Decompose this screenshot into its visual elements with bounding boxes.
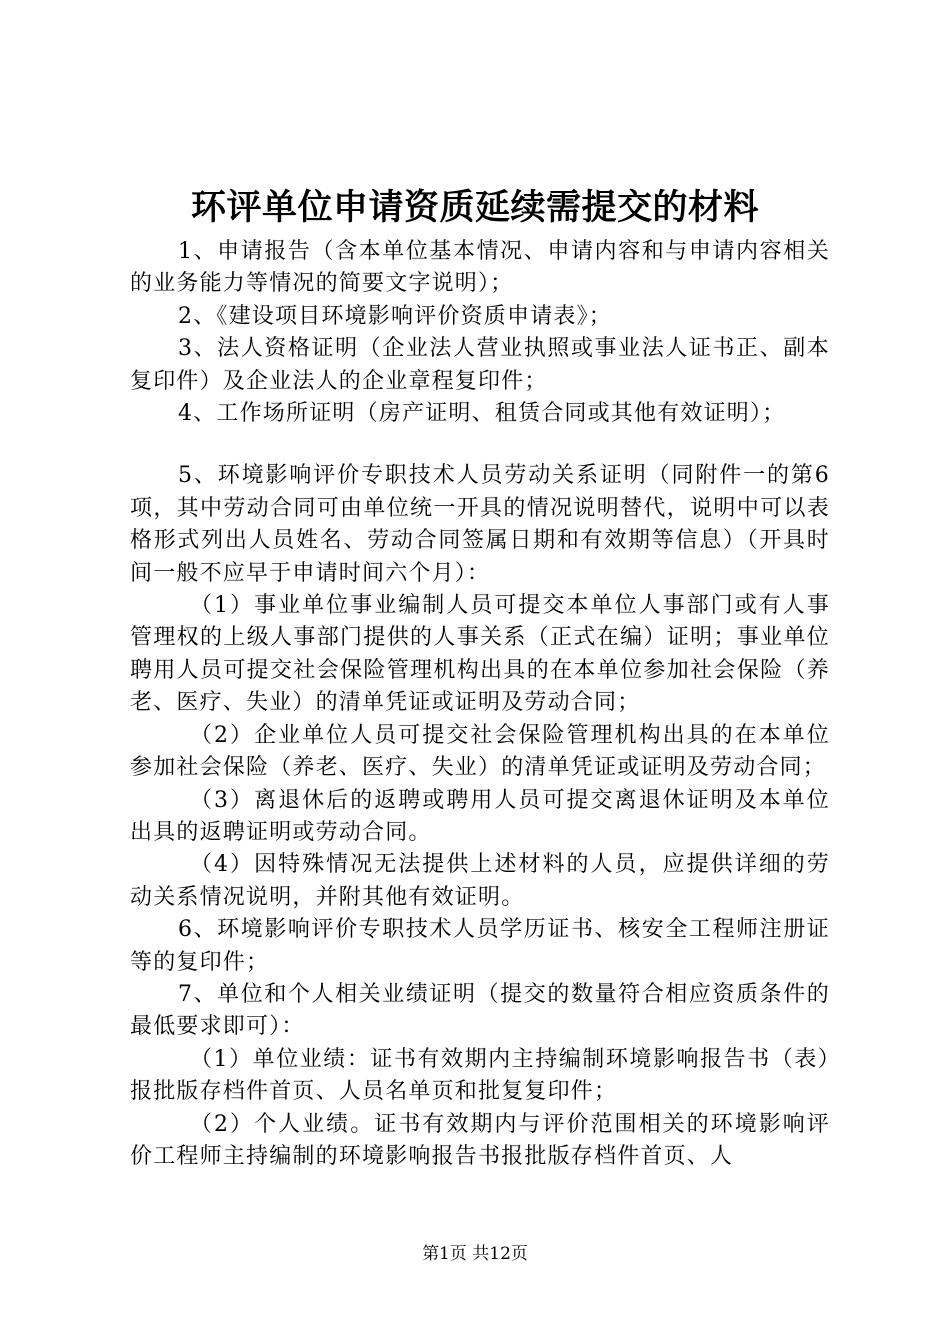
paragraph-7-2: （2）个人业绩。证书有效期内与评价范围相关的环境影响评价工程师主持编制的环境影响报告书报批版存档件首页、人: [130, 1111, 830, 1169]
paragraph-5-1: （1）事业单位事业编制人员可提交本单位人事部门或有人事管理权的上级人事部门提供的人事关系（正式在编）证明；事业单位聘用人员可提交社会保险管理机构出具的在本单位参加社会保险（养老、医疗、失业）的清单凭证或证明及劳动合同；: [130, 593, 830, 716]
document-body: [130, 236, 830, 1173]
paragraph-3: 3、法人资格证明（企业法人营业执照或事业法人证书正、副本复印件）及企业法人的企业章程复印件；: [130, 336, 830, 394]
paragraph-5-3: （3）离退休后的返聘或聘用人员可提交离退休证明及本单位出具的返聘证明或劳动合同。: [130, 787, 830, 845]
paragraph-4: 4、工作场所证明（房产证明、租赁合同或其他有效证明）；: [178, 401, 786, 427]
paragraph-7-1: （1）单位业绩：证书有效期内主持编制环境影响报告书（表）报批版存档件首页、人员名单页和批复复印件；: [130, 1046, 830, 1105]
document-title: 环评单位申请资质延续需提交的材料: [190, 187, 759, 228]
paragraph-5-2: （2）企业单位人员可提交社会保险管理机构出具的在本单位参加社会保险（养老、医疗、失业）的清单凭证或证明及劳动合同；: [130, 722, 830, 781]
paragraph-6: 6、环境影响评价专职技术人员学历证书、核安全工程师注册证等的复印件；: [130, 917, 830, 975]
paragraph-5: 5、环境影响评价专职技术人员劳动关系证明（同附件一的第6项，其中劳动合同可由单位统一开具的情况说明替代，说明中可以表格形式列出人员姓名、劳动合同签属日期和有效期等信息）（开具时间一般不应早于申请时间六个月）：: [130, 463, 830, 586]
paragraph-1: 1、申请报告（含本单位基本情况、申请内容和与申请内容相关的业务能力等情况的简要文字说明）；: [130, 239, 830, 297]
paragraph-7: 7、单位和个人相关业绩证明（提交的数量符合相应资质条件的最低要求即可）：: [130, 981, 830, 1040]
paragraph-5-4: （4）因特殊情况无法提供上述材料的人员，应提供详细的劳动关系情况说明，并附其他有效证明。: [130, 852, 830, 910]
paragraph-2: 2、《建设项目环境影响评价资质申请表》；: [178, 303, 612, 329]
page-number-footer: 第1页 共12页: [422, 1244, 528, 1264]
